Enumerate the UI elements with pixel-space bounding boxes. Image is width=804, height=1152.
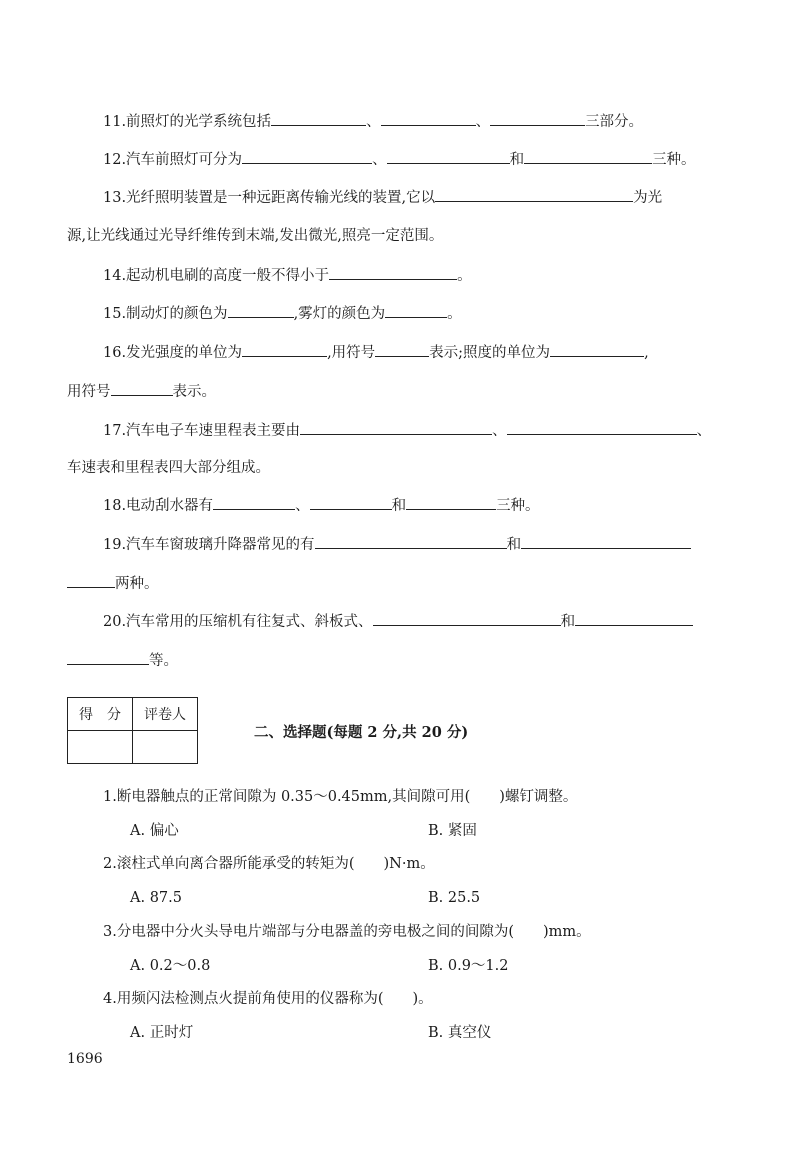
score-header: 得 分: [68, 698, 133, 731]
question-13-line2: 源,让光线通过光导纤维传到末端,发出微光,照亮一定范围。: [67, 228, 444, 244]
answer-blank[interactable]: [435, 187, 633, 202]
answer-blank[interactable]: [228, 303, 294, 318]
answer-blank[interactable]: [315, 534, 507, 549]
answer-blank[interactable]: [521, 534, 691, 549]
question-13: 13.光纤照明装置是一种远距离传输光线的装置,它以 为光: [103, 187, 662, 208]
page-number: 1696: [67, 1051, 103, 1067]
question-12: 12.汽车前照灯可分为 、 和 三种。: [103, 149, 696, 170]
answer-blank[interactable]: [213, 495, 295, 510]
choice-question-3: 3.分电器中分火头导电片端部与分电器盖的旁电极之间的间隙为( )mm。: [103, 924, 591, 940]
question-17: 17.汽车电子车速里程表主要由 、 、: [103, 420, 711, 441]
answer-blank[interactable]: [490, 111, 585, 126]
answer-blank[interactable]: [387, 149, 510, 164]
answer-blank[interactable]: [406, 495, 496, 510]
question-15: 15.制动灯的颜色为 ,雾灯的颜色为 。: [103, 303, 462, 324]
option-a[interactable]: A. 0.2～0.8: [130, 958, 211, 974]
answer-blank[interactable]: [67, 650, 149, 665]
option-a[interactable]: A. 87.5: [130, 890, 182, 906]
score-cell[interactable]: [68, 731, 133, 764]
question-20: 20.汽车常用的压缩机有往复式、斜板式、 和: [103, 611, 693, 632]
question-16-line2: 用符号 表示。: [67, 381, 216, 402]
answer-blank[interactable]: [373, 611, 561, 626]
answer-blank[interactable]: [575, 611, 693, 626]
section-2-title: 二、选择题(每题 2 分,共 20 分): [254, 724, 469, 741]
grader-header: 评卷人: [133, 698, 198, 731]
answer-blank[interactable]: [242, 149, 372, 164]
answer-blank[interactable]: [524, 149, 652, 164]
choice-question-1: 1.断电器触点的正常间隙为 0.35～0.45mm,其间隙可用( )螺钉调整。: [103, 789, 578, 805]
question-17-line2: 车速表和里程表四大部分组成。: [67, 460, 270, 476]
choice-question-4: 4.用频闪法检测点火提前角使用的仪器称为( )。: [103, 991, 433, 1007]
answer-blank[interactable]: [111, 381, 173, 396]
grader-cell[interactable]: [133, 731, 198, 764]
answer-blank[interactable]: [385, 303, 447, 318]
option-a[interactable]: A. 偏心: [130, 823, 179, 839]
question-14: 14.起动机电刷的高度一般不得小于 。: [103, 265, 472, 286]
answer-blank[interactable]: [381, 111, 476, 126]
answer-blank[interactable]: [300, 420, 492, 435]
option-b[interactable]: B. 0.9～1.2: [428, 958, 509, 974]
choice-question-2: 2.滚柱式单向离合器所能承受的转矩为( )N·m。: [103, 856, 435, 872]
answer-blank[interactable]: [550, 342, 644, 357]
question-19-line2: 两种。: [67, 573, 159, 594]
answer-blank[interactable]: [271, 111, 366, 126]
question-18: 18.电动刮水器有 、 和 三种。: [103, 495, 540, 516]
answer-blank[interactable]: [67, 573, 115, 588]
answer-blank[interactable]: [242, 342, 327, 357]
question-16: 16.发光强度的单位为 ,用符号 表示;照度的单位为 ,: [103, 342, 649, 363]
option-b[interactable]: B. 25.5: [428, 890, 481, 906]
answer-blank[interactable]: [329, 265, 457, 280]
answer-blank[interactable]: [375, 342, 429, 357]
question-19: 19.汽车车窗玻璃升降器常见的有 和: [103, 534, 691, 555]
answer-blank[interactable]: [310, 495, 392, 510]
score-table: [67, 697, 198, 764]
option-a[interactable]: A. 正时灯: [130, 1025, 194, 1041]
option-b[interactable]: B. 真空仪: [428, 1025, 492, 1041]
option-b[interactable]: B. 紧固: [428, 823, 477, 839]
answer-blank[interactable]: [507, 420, 697, 435]
question-20-line2: 等。: [67, 650, 178, 671]
question-11: 11.前照灯的光学系统包括 、 、 三部分。: [103, 111, 643, 132]
